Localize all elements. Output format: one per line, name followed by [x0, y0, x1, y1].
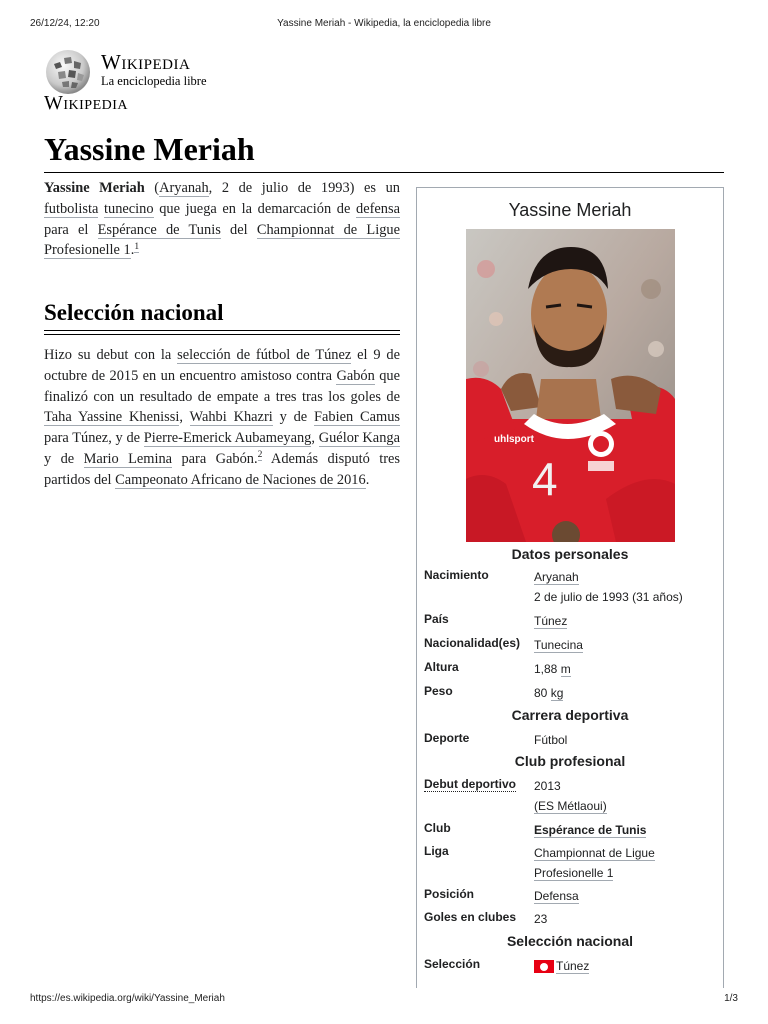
- wikipedia-logo[interactable]: [44, 46, 234, 96]
- label-posicion: Posición: [424, 887, 475, 901]
- link-posicion[interactable]: Defensa: [534, 889, 579, 903]
- tunisia-flag-icon: [534, 960, 554, 973]
- infobox-section-club: Club profesional: [514, 753, 626, 769]
- link-mario-lemina[interactable]: Mario Lemina: [83, 450, 173, 467]
- reference-link[interactable]: 2: [257, 450, 263, 461]
- print-page-number: 1/3: [724, 993, 738, 1004]
- wikipedia-tagline: La enciclopedia libre: [101, 74, 207, 88]
- altura-number: 1,88: [534, 662, 561, 676]
- link-taha-khenissi[interactable]: Taha Yassine Khenissi: [44, 409, 180, 426]
- label-pais: País: [424, 612, 449, 626]
- link-futbolista[interactable]: futbolista: [44, 200, 99, 217]
- link-liga-line1[interactable]: Championnat de Ligue: [534, 846, 655, 860]
- link-aryanah[interactable]: Aryanah: [159, 180, 209, 196]
- wikipedia-globe-icon: [44, 48, 92, 96]
- link-nacionalidad[interactable]: Tunecina: [534, 638, 583, 652]
- link-seleccion[interactable]: Túnez: [556, 959, 590, 973]
- label-seleccion: Selección: [424, 957, 481, 971]
- infobox-row-club: [424, 821, 719, 841]
- infobox-row-nacionalidad: [424, 636, 719, 656]
- link-can-2016[interactable]: Campeonato Africano de Naciones de 2016: [115, 471, 366, 488]
- print-footer: [0, 993, 768, 1007]
- value-deporte: Fútbol: [534, 733, 568, 747]
- text: Además disputó tres partidos del: [44, 450, 401, 488]
- print-title: Yassine Meriah - Wikipedia, la enciclopedia libre: [277, 18, 491, 29]
- text: que finalizó con un resultado de empate a tres tras los goles de: [44, 367, 400, 405]
- value-seleccion: [534, 956, 714, 976]
- link-gabon[interactable]: Gabón: [336, 367, 375, 384]
- player-photo-image: [466, 229, 675, 542]
- label-liga: Liga: [424, 844, 449, 858]
- reference-1[interactable]: [134, 242, 139, 253]
- infobox-row-peso: [424, 684, 719, 704]
- text: para Gabón.: [172, 450, 258, 467]
- text: y de: [44, 450, 84, 467]
- value-peso: [534, 683, 714, 703]
- text: Hizo su debut con la: [44, 347, 178, 363]
- jersey-sponsor: uhlsport: [494, 434, 534, 445]
- infobox-section-career: Carrera deportiva: [511, 707, 629, 723]
- label-debut[interactable]: Debut deportivo: [424, 777, 516, 791]
- link-club[interactable]: Espérance de Tunis: [534, 823, 647, 837]
- lead-paragraph: [44, 178, 400, 261]
- link-guelor-kanga[interactable]: Guélor Kanga: [318, 430, 400, 447]
- infobox-row-goles: [424, 910, 719, 930]
- label-goles: Goles en clubes: [424, 910, 517, 924]
- label-altura: Altura: [424, 660, 459, 674]
- link-defensa[interactable]: defensa: [356, 200, 400, 217]
- link-esperance[interactable]: Espérance de Tunis: [97, 221, 221, 238]
- label-nacimiento: Nacimiento: [424, 568, 489, 582]
- link-debut-club[interactable]: (ES Métlaoui): [534, 799, 607, 813]
- seleccion-paragraph: [44, 345, 400, 491]
- value-goles: 23: [534, 912, 548, 926]
- text: ,: [179, 409, 190, 426]
- infobox-row-pais: [424, 612, 719, 632]
- print-header: [0, 18, 768, 34]
- value-altura: [534, 659, 714, 679]
- infobox-title: Yassine Meriah: [508, 200, 632, 220]
- value-posicion: [534, 886, 714, 906]
- infobox: [416, 187, 724, 988]
- infobox-row-posicion: [424, 887, 719, 907]
- subject-name: Yassine Meriah: [44, 180, 145, 196]
- text: para el: [44, 221, 98, 238]
- value-club: [534, 820, 714, 840]
- infobox-row-nacimiento: [424, 568, 719, 608]
- infobox-row-deporte: [424, 731, 719, 751]
- text: .: [130, 242, 135, 259]
- link-liga-line2[interactable]: Profesionelle 1: [534, 866, 614, 880]
- infobox-row-seleccion: [424, 957, 719, 977]
- value-debut: [534, 776, 714, 816]
- birth-date: 2 de julio de 1993 (31 años): [534, 590, 683, 604]
- player-photo[interactable]: [466, 229, 675, 542]
- text: , 2 de julio de 1993) es un: [208, 180, 400, 196]
- section-heading-seleccion: Selección nacional: [44, 298, 400, 331]
- link-fabien-camus[interactable]: Fabien Camus: [314, 409, 401, 426]
- text: ,: [311, 430, 319, 447]
- link-tunecino[interactable]: tunecino: [104, 200, 154, 217]
- link-unit-m[interactable]: m: [560, 662, 571, 676]
- text: para Túnez, y de: [44, 430, 144, 447]
- infobox-section-national: Selección nacional: [506, 933, 634, 949]
- wikipedia-wordmark-secondary: Wikipedia: [44, 92, 129, 114]
- infobox-row-debut: [424, 777, 719, 817]
- label-club: Club: [424, 821, 451, 835]
- jersey-number: 4: [532, 453, 558, 505]
- wikipedia-wordmark: Wikipedia: [101, 50, 191, 74]
- label-peso: Peso: [424, 684, 453, 698]
- link-pais[interactable]: Túnez: [534, 614, 568, 628]
- link-wahbi-khazri[interactable]: Wahbi Khazri: [189, 409, 273, 426]
- peso-number: 80: [534, 686, 551, 700]
- page-title: Yassine Meriah: [44, 128, 724, 173]
- value-pais: [534, 611, 714, 631]
- link-aubameyang[interactable]: Pierre-Emerick Aubameyang: [143, 430, 312, 447]
- text: .: [365, 471, 370, 488]
- link-unit-kg[interactable]: kg: [550, 686, 564, 700]
- link-championnat[interactable]: Championnat de Ligue Profesionelle 1: [44, 221, 400, 259]
- text: del: [220, 221, 257, 238]
- text: (: [144, 180, 160, 196]
- text: y de: [272, 409, 315, 426]
- text: el 9 de octubre de 2015 en un encuentro amistoso contra: [44, 347, 400, 384]
- infobox-row-liga: [424, 844, 719, 884]
- value-nacionalidad: [534, 635, 714, 655]
- link-nacimiento-place[interactable]: Aryanah: [534, 570, 579, 584]
- value-nacimiento: [534, 567, 714, 607]
- infobox-section-personal: Datos personales: [511, 546, 629, 562]
- debut-year: 2013: [534, 779, 561, 793]
- infobox-row-altura: [424, 660, 719, 680]
- label-nacionalidad: Nacionalidad(es): [424, 636, 521, 650]
- text: que juega en la demarcación de: [153, 200, 357, 217]
- label-deporte: Deporte: [424, 731, 470, 745]
- print-url: https://es.wikipedia.org/wiki/Yassine_Meriah: [30, 993, 225, 1004]
- link-seleccion-tunez[interactable]: selección de fútbol de Túnez: [177, 347, 352, 363]
- print-datetime: 26/12/24, 12:20: [30, 18, 100, 29]
- value-liga: [534, 843, 714, 883]
- reference-link[interactable]: 1: [134, 241, 140, 252]
